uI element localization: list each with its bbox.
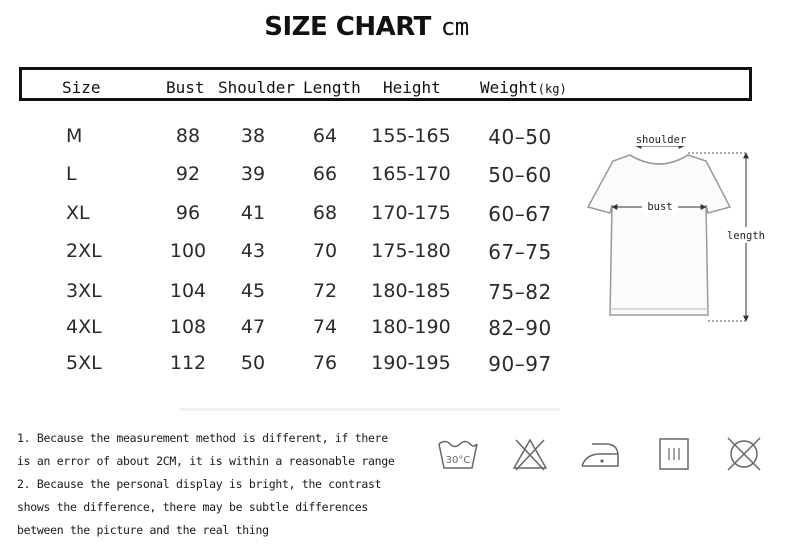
title-text: SIZE CHART xyxy=(264,12,431,42)
cell-height: 190-195 xyxy=(371,352,451,374)
cell-size: M xyxy=(66,125,83,147)
note-line: 2. Because the personal display is bright, the contrast xyxy=(17,477,382,491)
note-line: shows the difference, there may be subtle differences xyxy=(17,500,369,514)
cell-bust: 112 xyxy=(169,352,207,374)
cell-shoulder: 38 xyxy=(240,125,266,147)
table-row xyxy=(0,280,580,316)
header-height: Height xyxy=(383,78,441,97)
cell-height: 180-190 xyxy=(371,316,451,338)
cell-weight: 40–50 xyxy=(488,125,552,149)
cell-weight: 90–97 xyxy=(488,352,552,376)
cell-shoulder: 50 xyxy=(240,352,266,374)
cell-weight: 50–60 xyxy=(488,163,552,187)
note-line: is an error of about 2CM, it is within a reasonable range xyxy=(17,454,395,468)
length-label: length xyxy=(727,230,765,242)
header-size: Size xyxy=(62,78,101,97)
no-bleach-icon xyxy=(508,434,552,474)
tshirt-diagram xyxy=(578,125,778,335)
note-line: between the picture and the real thing xyxy=(17,523,269,537)
bust-label: bust xyxy=(647,201,673,213)
table-row xyxy=(0,352,580,388)
cell-shoulder: 41 xyxy=(240,202,266,224)
wash-30-icon xyxy=(436,434,480,474)
header-weight-unit: (kg) xyxy=(537,82,567,96)
cell-bust: 92 xyxy=(175,163,201,185)
header-shoulder: Shoulder xyxy=(218,78,296,97)
header-bust: Bust xyxy=(166,78,205,97)
cell-height: 170-175 xyxy=(371,202,451,224)
title-unit: cm xyxy=(440,13,469,41)
cell-length: 74 xyxy=(312,316,338,338)
cell-bust: 108 xyxy=(169,316,207,338)
table-row xyxy=(0,316,580,352)
table-row xyxy=(0,125,580,161)
table-row xyxy=(0,202,580,238)
cell-height: 180-185 xyxy=(371,280,451,302)
cell-length: 72 xyxy=(312,280,338,302)
cell-height: 165-170 xyxy=(371,163,451,185)
cell-shoulder: 39 xyxy=(240,163,266,185)
cell-size: L xyxy=(66,163,77,185)
cell-bust: 104 xyxy=(169,280,207,302)
cell-bust: 100 xyxy=(169,240,207,262)
cell-size: XL xyxy=(66,202,90,224)
cell-weight: 67–75 xyxy=(488,240,552,264)
cell-shoulder: 43 xyxy=(240,240,266,262)
cell-shoulder: 47 xyxy=(240,316,266,338)
cell-length: 66 xyxy=(312,163,338,185)
cell-length: 68 xyxy=(312,202,338,224)
cell-bust: 88 xyxy=(175,125,201,147)
iron-low-icon xyxy=(578,434,622,474)
cell-length: 70 xyxy=(312,240,338,262)
cell-height: 155-165 xyxy=(371,125,451,147)
line-dry-icon xyxy=(652,434,696,474)
table-row xyxy=(0,163,580,199)
cell-bust: 96 xyxy=(175,202,201,224)
cell-length: 76 xyxy=(312,352,338,374)
cell-length: 64 xyxy=(312,125,338,147)
cell-size: 5XL xyxy=(66,352,102,374)
header-weight xyxy=(480,78,567,97)
cell-size: 4XL xyxy=(66,316,102,338)
shoulder-label: shoulder xyxy=(635,134,687,146)
header-length: Length xyxy=(303,78,361,97)
page-title xyxy=(0,12,733,42)
notes xyxy=(17,427,427,542)
header-weight-label: Weight xyxy=(480,78,538,97)
cell-size: 3XL xyxy=(66,280,102,302)
note-line: 1. Because the measurement method is different, if there xyxy=(17,431,388,445)
cell-shoulder: 45 xyxy=(240,280,266,302)
cell-weight: 82–90 xyxy=(488,316,552,340)
table-row xyxy=(0,240,580,276)
cell-size: 2XL xyxy=(66,240,102,262)
cell-weight: 60–67 xyxy=(488,202,552,226)
wash-temp-label: 30°C xyxy=(445,455,471,466)
divider xyxy=(180,408,560,411)
tshirt-outline-icon xyxy=(588,155,730,315)
no-tumble-dry-icon xyxy=(722,434,766,474)
cell-height: 175-180 xyxy=(371,240,451,262)
cell-weight: 75–82 xyxy=(488,280,552,304)
